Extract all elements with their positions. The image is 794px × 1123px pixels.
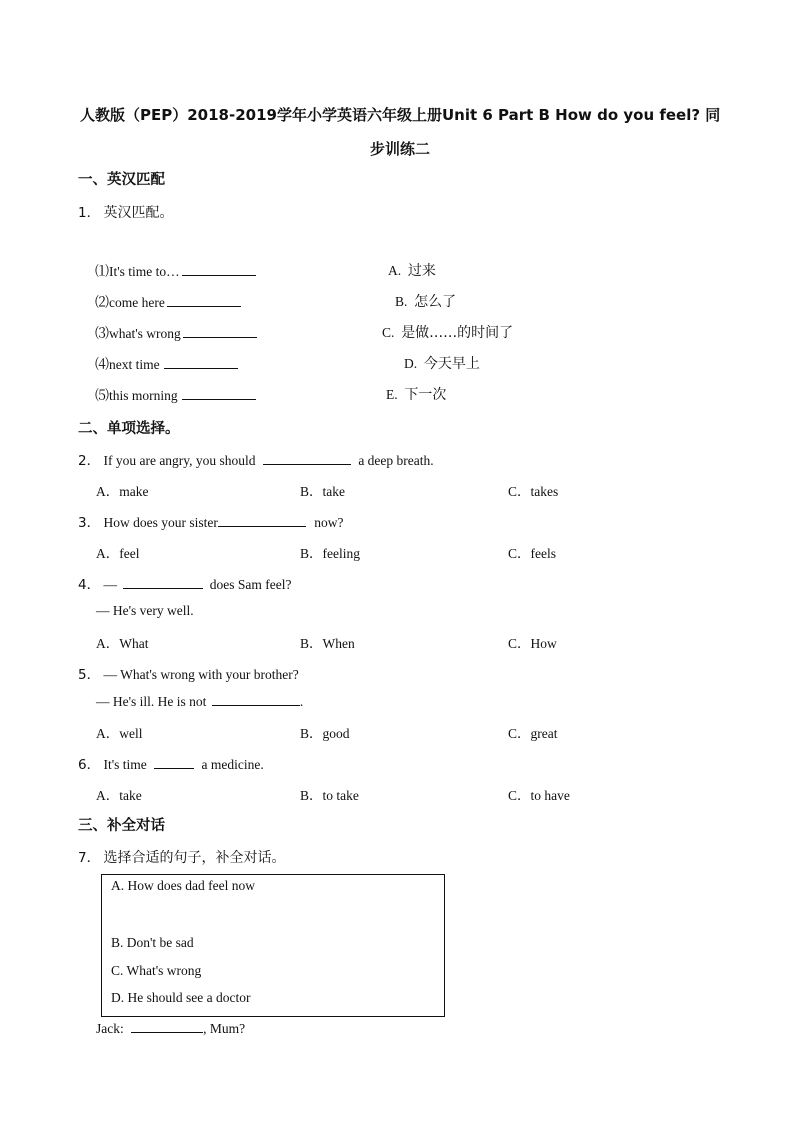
q2-option-c[interactable]: C．takes: [508, 484, 559, 499]
option-letter: B.: [395, 294, 408, 309]
box-option-b: B. Don't be sad: [111, 935, 194, 950]
item-marker: ⑸: [95, 388, 109, 404]
question-5: [78, 663, 299, 683]
q3-option-c[interactable]: C．feels: [508, 546, 556, 561]
q2-option-a[interactable]: A．make: [96, 484, 149, 499]
answer-blank[interactable]: [182, 263, 256, 276]
question-1: [78, 201, 173, 222]
question-text-before: How does your sister: [103, 515, 218, 530]
question-7: [78, 846, 285, 867]
match-left-item-1: [95, 261, 256, 281]
question-3: [78, 511, 343, 531]
question-number: 6．: [78, 757, 101, 773]
answer-blank[interactable]: [123, 576, 203, 589]
dialogue-line-jack: [96, 1020, 245, 1037]
question-6: [78, 753, 264, 773]
match-right-item-c: [382, 322, 513, 342]
box-option-d: D. He should see a doctor: [111, 990, 251, 1005]
answer-blank[interactable]: [183, 325, 257, 338]
q6-option-a[interactable]: A．take: [96, 788, 142, 803]
match-left-item-5: [95, 385, 256, 405]
answer-blank[interactable]: [164, 356, 238, 369]
question-text-before: — He's ill. He is not: [96, 694, 207, 709]
option-letter: E.: [386, 387, 398, 402]
question-text-before: —: [103, 577, 117, 592]
match-right-item-e: [386, 384, 446, 404]
match-left-item-3: [95, 323, 257, 343]
option-letter: C.: [382, 325, 395, 340]
question-text-before: If you are angry, you should: [103, 453, 256, 468]
answer-blank[interactable]: [263, 452, 351, 465]
question-text: 英汉匹配。: [103, 205, 174, 221]
option-text: 是做……的时间了: [401, 325, 514, 341]
question-text-before: It's time: [103, 757, 147, 772]
answer-blank[interactable]: [131, 1020, 203, 1033]
q4-option-a[interactable]: A．What: [96, 636, 149, 651]
question-text-after: does Sam feel?: [209, 577, 292, 592]
box-option-a: A. How does dad feel now: [111, 878, 255, 893]
option-text: 过来: [407, 263, 436, 279]
document-title-line1: 人教版（PEP）2018-2019学年小学英语六年级上册Unit 6 Part B How do you feel? 同: [80, 106, 721, 124]
q5-reply-line: [96, 693, 303, 710]
answer-blank[interactable]: [218, 514, 306, 527]
item-text: this morning: [109, 388, 178, 403]
q4-reply-line: — He's very well.: [96, 603, 194, 618]
match-left-item-2: [95, 292, 241, 312]
question-text-after: a deep breath.: [358, 453, 434, 468]
q3-option-b[interactable]: B．feeling: [300, 546, 360, 561]
option-text: 下一次: [404, 387, 447, 403]
speaker-label: Jack:: [96, 1021, 124, 1036]
q2-option-b[interactable]: B．take: [300, 484, 345, 499]
question-number: 2．: [78, 453, 101, 469]
match-left-item-4: [95, 354, 238, 374]
match-right-item-a: [388, 260, 436, 280]
question-text: — What's wrong with your brother?: [103, 667, 299, 682]
q5-option-b[interactable]: B．good: [300, 726, 350, 741]
option-text: 今天早上: [423, 356, 480, 372]
question-text-after: a medicine.: [201, 757, 264, 772]
question-text: 选择合适的句子，补全对话。: [103, 850, 286, 866]
q5-option-c[interactable]: C．great: [508, 726, 558, 741]
match-right-item-b: [395, 291, 456, 311]
question-number: 7．: [78, 850, 101, 866]
item-marker: ⑴: [95, 264, 109, 280]
q3-option-a[interactable]: A．feel: [96, 546, 140, 561]
item-marker: ⑶: [95, 326, 109, 342]
item-text: It's time to…: [109, 264, 180, 279]
question-number: 3．: [78, 515, 101, 531]
question-2: [78, 449, 434, 469]
answer-blank[interactable]: [212, 693, 300, 706]
question-text-after: .: [299, 694, 304, 709]
dialogue-text-after: , Mum?: [203, 1021, 246, 1036]
question-number: 1．: [78, 205, 101, 221]
item-marker: ⑷: [95, 357, 109, 373]
item-marker: ⑵: [95, 295, 109, 311]
question-4: [78, 573, 291, 593]
item-text: next time: [109, 357, 160, 372]
item-text: what's wrong: [109, 326, 181, 341]
section-heading-matching: 一、英汉匹配: [78, 172, 165, 188]
option-letter: D.: [404, 356, 418, 371]
q6-option-c[interactable]: C．to have: [508, 788, 570, 803]
answer-blank[interactable]: [167, 294, 241, 307]
q4-option-b[interactable]: B．When: [300, 636, 355, 651]
option-letter: A.: [388, 263, 402, 278]
question-text-after: now?: [314, 515, 344, 530]
box-option-c: C. What's wrong: [111, 963, 202, 978]
question-number: 4．: [78, 577, 101, 593]
match-right-item-d: [404, 353, 480, 373]
section-heading-dialogue: 三、补全对话: [78, 818, 165, 834]
q6-option-b[interactable]: B．to take: [300, 788, 359, 803]
answer-blank[interactable]: [182, 387, 256, 400]
item-text: come here: [109, 295, 165, 310]
q4-option-c[interactable]: C．How: [508, 636, 557, 651]
q5-option-a[interactable]: A．well: [96, 726, 143, 741]
document-title-line2: 步训练二: [369, 140, 430, 158]
question-number: 5．: [78, 667, 101, 683]
section-heading-single-choice: 二、单项选择。: [78, 421, 180, 437]
answer-blank[interactable]: [154, 756, 194, 769]
option-text: 怎么了: [414, 294, 457, 310]
